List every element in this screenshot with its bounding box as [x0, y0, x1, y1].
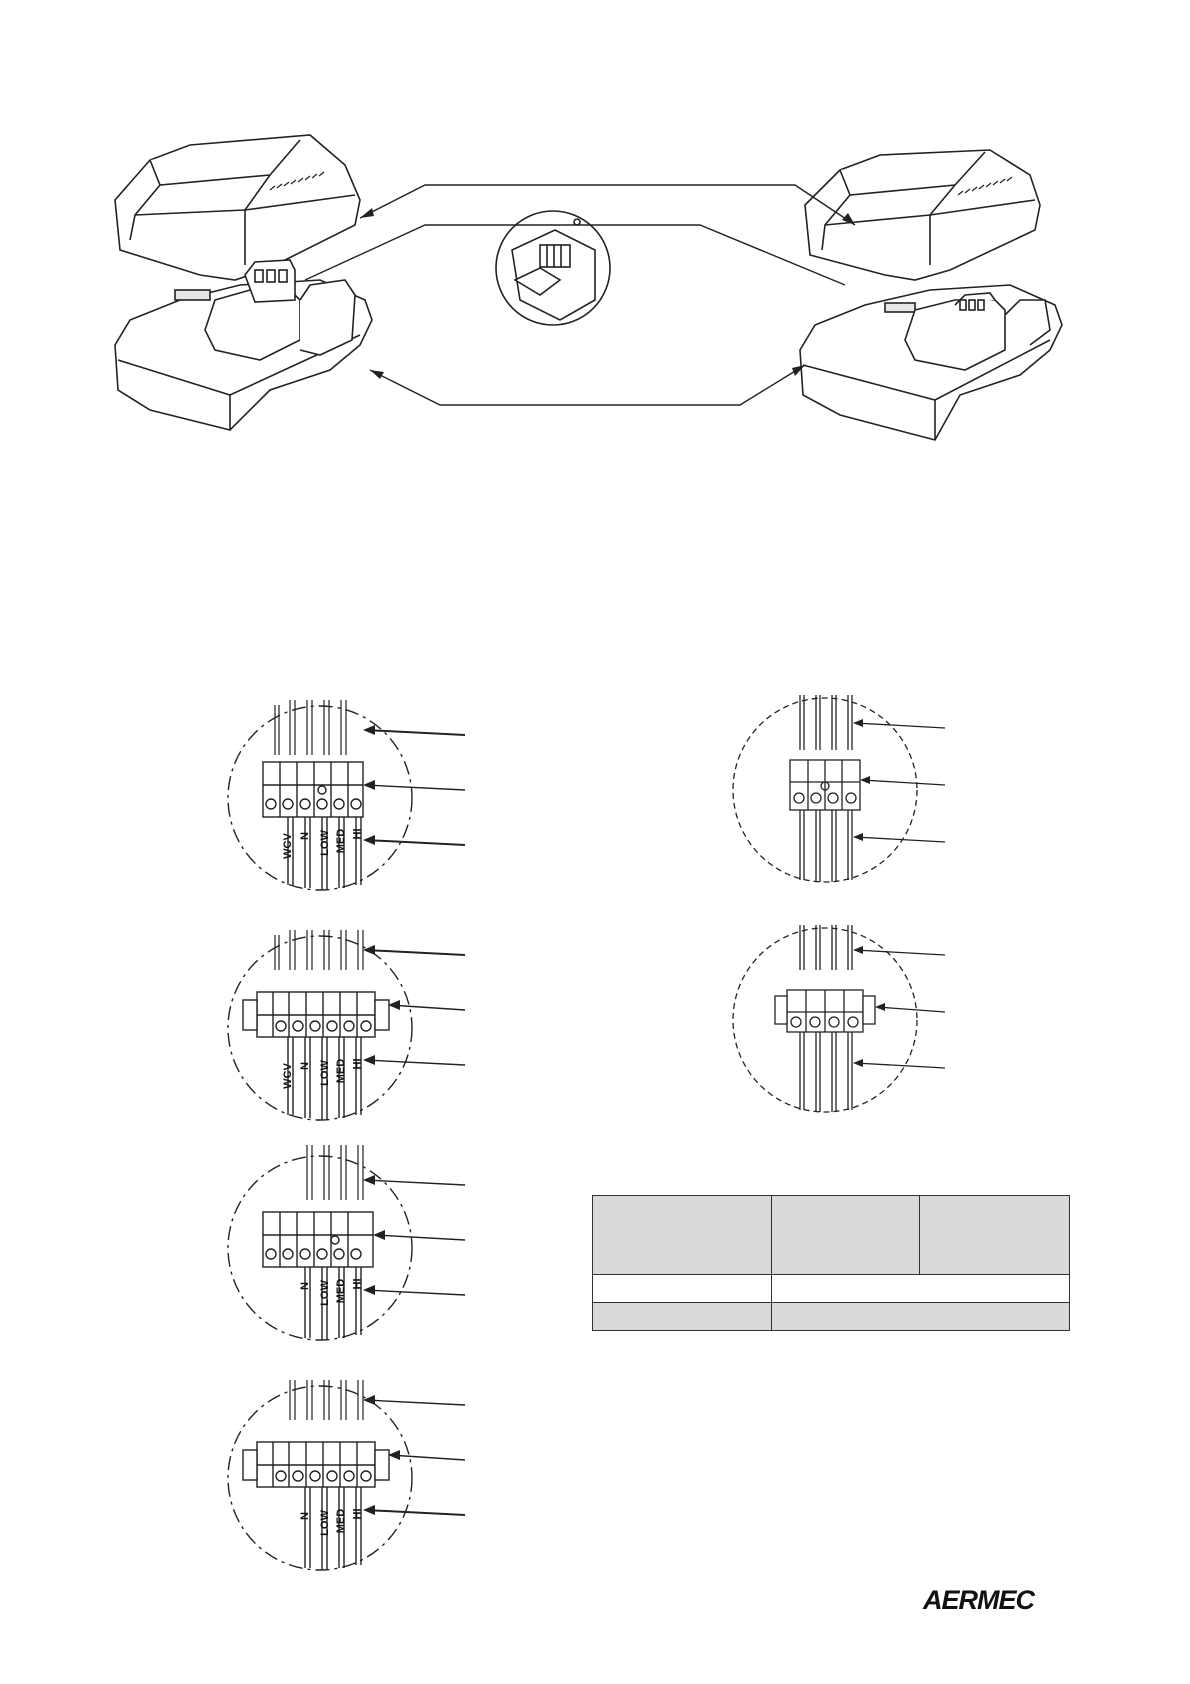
terminal-detail-2 [215, 920, 475, 1140]
label-n-2: N [298, 1062, 311, 1070]
label-med-2: MED [335, 1058, 348, 1084]
label-low-1: LOW [318, 830, 331, 856]
label-n-4: N [298, 1512, 311, 1520]
table-header-cell [772, 1196, 920, 1275]
label-wcv-2: WCV [281, 1063, 294, 1089]
assembly-drawing [0, 0, 1190, 470]
label-med-1: MED [335, 828, 348, 854]
terminal-detail-4 [215, 1370, 475, 1590]
left-base [115, 260, 372, 430]
label-low-4: LOW [318, 1510, 331, 1536]
table-header-cell [593, 1196, 772, 1275]
label-med-3: MED [335, 1278, 348, 1304]
label-hi-3: HI [351, 1278, 364, 1290]
label-wcv-1: WCV [281, 833, 294, 859]
label-low-3: LOW [318, 1280, 331, 1306]
label-low-2: LOW [318, 1060, 331, 1086]
left-cover [115, 135, 360, 280]
terminal-detail-1 [215, 690, 475, 910]
table-cell [593, 1275, 772, 1303]
center-detail-circle [496, 211, 610, 325]
label-n-3: N [298, 1282, 311, 1290]
table-cell [593, 1303, 772, 1331]
table-cell [772, 1303, 1070, 1331]
arrowheads [360, 208, 855, 379]
table-header-row [593, 1196, 1070, 1275]
table-header-cell [920, 1196, 1070, 1275]
terminal-detail-6 [715, 920, 975, 1130]
label-hi-1: HI [351, 828, 364, 840]
spec-table [592, 1195, 1070, 1331]
brand-logo: AERMEC [923, 1585, 1035, 1615]
label-hi-2: HI [351, 1058, 364, 1070]
terminal-detail-5 [715, 690, 975, 900]
table-row [593, 1275, 1070, 1303]
label-n-1: N [298, 832, 311, 840]
table-cell [772, 1275, 1070, 1303]
table-row [593, 1303, 1070, 1331]
label-hi-4: HI [351, 1508, 364, 1520]
label-med-4: MED [335, 1508, 348, 1534]
right-base [800, 285, 1062, 440]
terminal-detail-3 [215, 1140, 475, 1360]
